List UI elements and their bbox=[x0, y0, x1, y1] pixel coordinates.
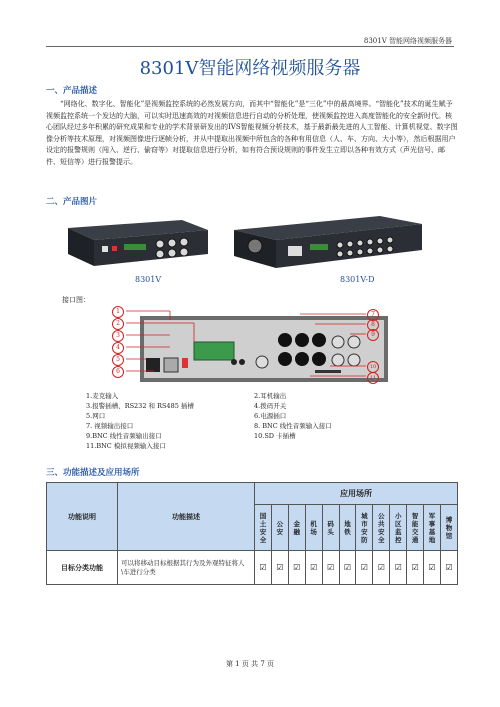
description-paragraph bbox=[46, 99, 458, 168]
venue-header bbox=[407, 505, 424, 551]
callout-2: 2 bbox=[112, 318, 124, 330]
legend-item: 9.BNC 线性音频输出接口 bbox=[86, 432, 162, 440]
venue-label: 博 物 馆 bbox=[445, 515, 453, 540]
venue-header bbox=[373, 505, 390, 551]
venue-check-cell bbox=[271, 551, 288, 585]
callout-11: 11 bbox=[367, 372, 379, 384]
callout-3: 3 bbox=[112, 330, 124, 342]
page-footer bbox=[0, 659, 500, 669]
venue-check-cell bbox=[288, 551, 305, 585]
checkbox-icon: ☑ bbox=[360, 563, 368, 572]
interface-legend bbox=[86, 391, 386, 451]
legend-item: 4.拨码开关 bbox=[254, 402, 287, 410]
callout-5: 5 bbox=[112, 354, 124, 366]
venue-header bbox=[440, 505, 457, 551]
venue-check-cell bbox=[255, 551, 272, 585]
legend-item: 2.耳机输出 bbox=[254, 392, 287, 400]
checkbox-icon: ☑ bbox=[293, 563, 301, 572]
venue-header bbox=[356, 505, 373, 551]
venue-check-cell bbox=[390, 551, 407, 585]
footer-mid: 页 共 bbox=[241, 660, 259, 668]
section-heading-functions: 三、功能描述及应用场所 bbox=[46, 468, 140, 478]
venue-header bbox=[339, 505, 356, 551]
venue-label: 军 事 基 地 bbox=[428, 511, 436, 544]
venue-header bbox=[271, 505, 288, 551]
callout-10: 10 bbox=[367, 361, 379, 373]
caption-8301v: 8301V bbox=[135, 275, 162, 284]
header-venues: 应用场所 bbox=[255, 483, 458, 505]
checkbox-icon: ☑ bbox=[377, 563, 385, 572]
legend-item: 3.报警插槽、RS232 和 RS485 插槽 bbox=[86, 402, 194, 410]
venue-header bbox=[322, 505, 339, 551]
venue-check-cell bbox=[373, 551, 390, 585]
venue-label: 小 区 监 控 bbox=[394, 511, 402, 544]
callout-8: 8 bbox=[367, 319, 379, 331]
product-photo-8301v-d bbox=[230, 212, 425, 272]
legend-item: 8. BNC 线性音频输入接口 bbox=[254, 422, 332, 430]
checkbox-icon: ☑ bbox=[343, 563, 352, 572]
page-title: 8301V智能网络视频服务器 bbox=[139, 58, 361, 79]
callout-9: 9 bbox=[367, 329, 379, 341]
venue-check-cell bbox=[424, 551, 441, 585]
footer-page-number: 1 bbox=[235, 660, 240, 668]
interface-diagram-label: 接口图： bbox=[62, 296, 90, 304]
venue-label: 城 市 安 防 bbox=[361, 511, 368, 544]
footer-total-pages: 7 bbox=[260, 660, 265, 668]
header-description: 功能描述 bbox=[118, 483, 255, 551]
footer-suffix: 页 bbox=[267, 660, 275, 668]
venue-label: 国 土 安 全 bbox=[259, 511, 267, 544]
function-table bbox=[46, 482, 458, 585]
row-function: 目标分类功能 bbox=[47, 551, 118, 585]
venue-header bbox=[255, 505, 272, 551]
footer-prefix: 第 bbox=[225, 660, 233, 668]
venue-header bbox=[288, 505, 305, 551]
legend-item: 6.电源插口 bbox=[254, 412, 287, 420]
legend-item: 7. 视频输出接口 bbox=[86, 422, 134, 430]
section-heading-pictures: 二、产品图片 bbox=[46, 197, 98, 207]
checkbox-icon: ☑ bbox=[259, 563, 267, 572]
legend-item: 1.麦克输入 bbox=[86, 392, 119, 400]
checkbox-icon: ☑ bbox=[445, 563, 453, 572]
checkbox-icon: ☑ bbox=[326, 563, 335, 572]
legend-item: 11.BNC 模拟视频输入接口 bbox=[86, 442, 166, 450]
venue-label: 公 共 安 全 bbox=[378, 511, 385, 544]
section-heading-description: 一、产品描述 bbox=[46, 86, 98, 96]
legend-item: 5.网口 bbox=[86, 412, 106, 420]
venue-label: 智 能 交 通 bbox=[411, 511, 419, 544]
interface-callouts bbox=[110, 306, 390, 386]
venue-label: 码 头 bbox=[327, 519, 334, 536]
venue-check-cell bbox=[440, 551, 457, 585]
venue-header bbox=[424, 505, 441, 551]
venue-label: 金 融 bbox=[293, 519, 301, 536]
venue-check-cell bbox=[356, 551, 373, 585]
callout-7: 7 bbox=[367, 309, 379, 321]
checkbox-icon: ☑ bbox=[394, 563, 402, 572]
header-rule bbox=[46, 46, 454, 47]
venue-check-cell bbox=[339, 551, 356, 585]
checkbox-icon: ☑ bbox=[428, 563, 436, 572]
checkbox-icon: ☑ bbox=[411, 563, 419, 572]
table-row bbox=[47, 551, 458, 585]
venue-check-cell bbox=[322, 551, 339, 585]
caption-8301v-d: 8301V-D bbox=[340, 275, 375, 284]
checkbox-icon: ☑ bbox=[276, 563, 284, 572]
venue-check-cell bbox=[407, 551, 424, 585]
header-function: 功能说明 bbox=[47, 483, 118, 551]
venue-check-cell bbox=[305, 551, 322, 585]
legend-item: 10.SD 卡插槽 bbox=[254, 432, 296, 440]
callout-1: 1 bbox=[112, 306, 124, 318]
running-title: 8301V 智能网络视频服务器 bbox=[363, 37, 452, 45]
description-text: “网络化、数字化、智能化”是视频监控系统的必然发展方向，而其中“智能化”是“三化”中的最高境界。“智能化”技术的诞生赋予视频监控系统一个发达的大脑，可以实时迅速高效的对视频信息进行自动的分析处理，使视频监控进入高度智能化的安全新时代。核心团队经过多年积累的研究成果和专业的学术背景研发出的IVS智能视频分析技术，基于最新最先进的人工智能、计算机视觉、数字图像分析等技术原理，对视频图像进行逐帧分析，并从中提取出视频中所包含的各种有用信息（人、车、方向、大小等），然后根据用户设定的报警规则（闯入、逆行、偷窃等）对提取信息进行分析，如有符合预设规则的事件发生立即以各种有效方式（声光信号、邮件、短信等）进行报警提示。 bbox=[46, 100, 458, 166]
venue-label: 机 场 bbox=[310, 519, 317, 536]
callout-4: 4 bbox=[112, 342, 124, 354]
venue-label: 地 铁 bbox=[344, 519, 351, 536]
row-description: 可以将移动目标根据其行为及外观特征将人\车进行分类 bbox=[118, 551, 255, 585]
venue-header bbox=[390, 505, 407, 551]
callout-6: 6 bbox=[112, 366, 124, 378]
checkbox-icon: ☑ bbox=[310, 563, 318, 572]
venue-label: 公 安 bbox=[276, 519, 284, 536]
product-photo-8301v bbox=[62, 214, 210, 272]
venue-header bbox=[305, 505, 322, 551]
